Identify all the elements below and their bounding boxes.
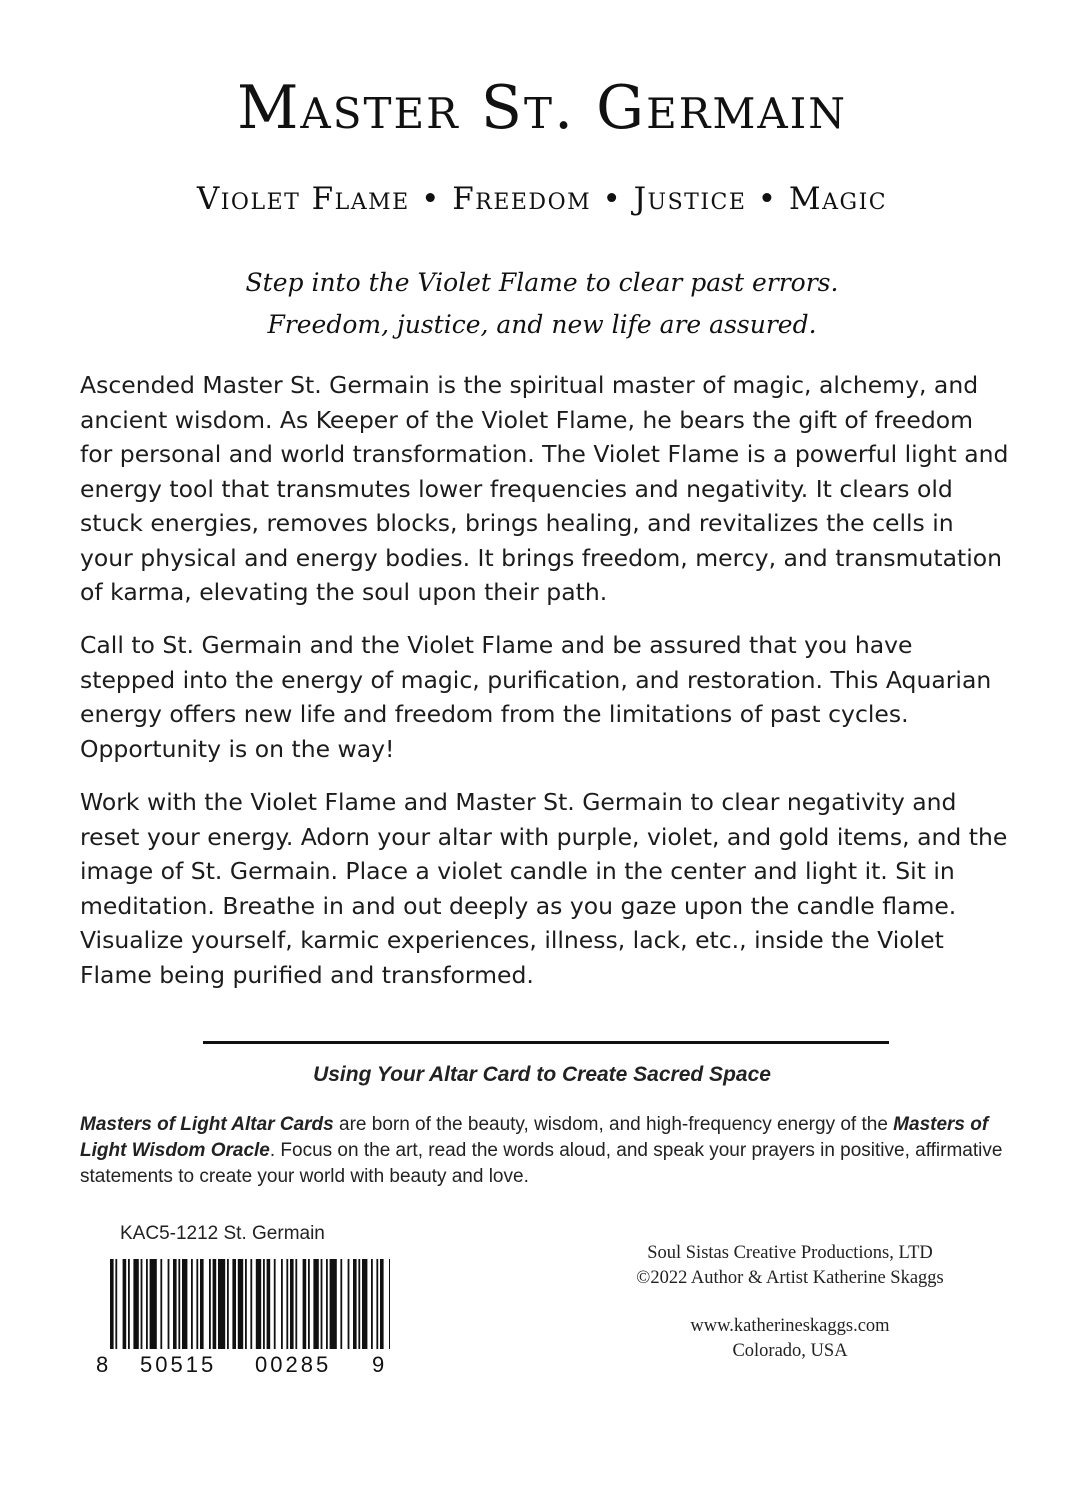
- barcode-bar: [128, 1259, 130, 1349]
- barcode-bar: [250, 1259, 252, 1349]
- intro-text-2: . Focus on the art, read the words aloud, and speak your prayers in positive, affirmative statements to create your world with beauty and love.: [80, 1140, 1003, 1187]
- paragraph-2: Call to St. Germain and the Violet Flame and be assured that you have stepped into the energy of magic, purification, and restoration. This Aquarian energy offers new life and freedom from the limitations of past cycles. Opportunity is on the way!: [80, 631, 992, 763]
- barcode-bar: [376, 1259, 378, 1349]
- barcode-bar: [173, 1259, 177, 1349]
- barcode-bar: [358, 1259, 360, 1349]
- barcode-bar: [133, 1259, 138, 1349]
- barcode-bar: [168, 1259, 170, 1349]
- tagline-line-1: Step into the Violet Flame to clear past errors.: [245, 268, 839, 297]
- barcode-bar: [340, 1259, 342, 1349]
- intro-bold-1: Masters of Light Altar Cards: [80, 1114, 334, 1135]
- barcode-bar: [267, 1259, 271, 1349]
- publisher-name: Soul Sistas Creative Productions, LTD: [647, 1243, 933, 1263]
- barcode-bar: [160, 1259, 162, 1349]
- location-text: Colorado, USA: [732, 1341, 848, 1361]
- intro-bold-2: Masters of Light Wisdom Oracle: [80, 1114, 989, 1161]
- barcode-bar: [196, 1259, 198, 1349]
- barcode: [110, 1259, 390, 1349]
- barcode-bar: [178, 1259, 180, 1349]
- barcode-bar: [110, 1259, 114, 1349]
- barcode-bar: [191, 1259, 193, 1349]
- barcode-bar: [263, 1259, 265, 1349]
- publisher-block: [560, 1241, 1020, 1291]
- publisher-contact: [560, 1314, 1020, 1364]
- barcode-bar: [123, 1259, 127, 1349]
- barcode-bar: [286, 1259, 288, 1349]
- barcode-bar: [141, 1259, 143, 1349]
- paragraph-3: Work with the Violet Flame and Master St. Germain to clear negativity and reset your energy. Adorn your altar with purple, violet, and gold items, and the image of St. Germain. Place a violet candle in the center and light it. Sit in meditation. Breathe in and out deeply as you gaze upon the candle flame. Visualize yourself, karmic experiences, illness, lack, etc., inside the Violet Flame being purified and transformed.: [80, 788, 1008, 989]
- barcode-bar: [238, 1259, 243, 1349]
- copyright-line: ©2022 Author & Artist Katherine Skaggs: [636, 1268, 944, 1288]
- barcode-bar: [213, 1259, 217, 1349]
- card-title: Master St. Germain: [236, 73, 848, 143]
- barcode-bar: [371, 1259, 373, 1349]
- barcode-bar: [209, 1259, 211, 1349]
- barcode-bar: [245, 1259, 247, 1349]
- barcode-bar: [218, 1259, 225, 1349]
- barcode-bar: [389, 1259, 390, 1349]
- tagline-line-2: Freedom, justice, and new life are assured.: [267, 310, 817, 339]
- barcode-digit-group-1: 8: [96, 1352, 112, 1377]
- barcode-bar: [295, 1259, 297, 1349]
- barcode-digit-group-4: 9: [372, 1352, 388, 1377]
- barcode-bar: [227, 1259, 229, 1349]
- barcode-bar: [326, 1259, 328, 1349]
- barcode-bar: [290, 1259, 294, 1349]
- barcode-bar: [330, 1259, 337, 1349]
- barcode-bar: [353, 1259, 357, 1349]
- barcode-bar: [348, 1259, 350, 1349]
- barcode-bar: [380, 1259, 384, 1349]
- barcode-bar: [256, 1259, 261, 1349]
- barcode-bar: [150, 1259, 157, 1349]
- barcode-bar: [232, 1259, 236, 1349]
- barcode-bar: [313, 1259, 318, 1349]
- barcode-bar: [274, 1259, 276, 1349]
- barcode-bar: [303, 1259, 307, 1349]
- barcode-bar: [200, 1259, 204, 1349]
- altar-card-intro: [80, 1112, 1010, 1190]
- barcode-bar: [115, 1259, 117, 1349]
- barcode-bar: [281, 1259, 283, 1349]
- barcode-bar: [146, 1259, 148, 1349]
- barcode-digit-group-2: 50515: [140, 1352, 217, 1377]
- intro-text-1: are born of the beauty, wisdom, and high-frequency energy of the: [333, 1114, 894, 1135]
- section-heading: Using Your Altar Card to Create Sacred Space: [313, 1063, 771, 1086]
- section-divider: [203, 1041, 889, 1044]
- paragraph-1: Ascended Master St. Germain is the spiritual master of magic, alchemy, and ancient wisdom. As Keeper of the Violet Flame, he bears the gift of freedom for personal and world transformation. The Violet Flame is a powerful light and energy tool that transmutes lower frequencies and negativity. It clears old stuck energies, removes blocks, brings healing, and revitalizes the cells in your physical and energy bodies. It brings freedom, mercy, and transmutation of karma, elevating the soul upon their path.: [80, 371, 1009, 606]
- tagline: [0, 262, 1084, 346]
- card-subtitle: Violet Flame • Freedom • Justice • Magic: [196, 181, 888, 217]
- barcode-bar: [308, 1259, 310, 1349]
- barcode-bar: [362, 1259, 367, 1349]
- barcode-digit-group-3: 00285: [255, 1352, 332, 1377]
- product-sku: KAC5-1212 St. Germain: [120, 1223, 325, 1244]
- barcode-bar: [182, 1259, 187, 1349]
- barcode-bar: [321, 1259, 323, 1349]
- website-link[interactable]: www.katherineskaggs.com: [690, 1316, 890, 1336]
